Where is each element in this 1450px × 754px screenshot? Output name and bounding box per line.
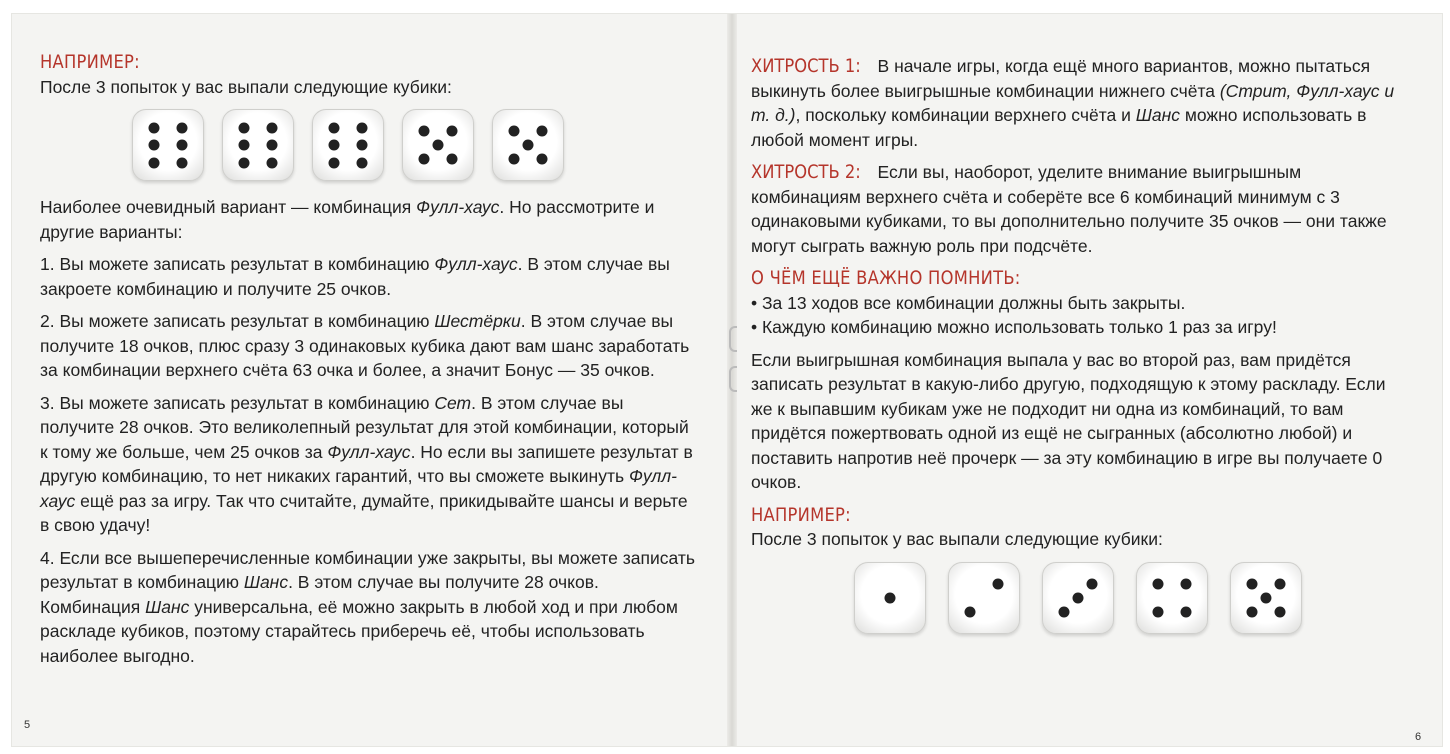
list-item: • За 13 ходов все комбинации должны быть закрыты. (751, 292, 1186, 313)
die-pip (1261, 592, 1272, 603)
die-pip (1181, 606, 1192, 617)
die-pip (329, 122, 340, 133)
remember-heading: О ЧЁМ ЕЩЁ ВАЖНО ПОМНИТЬ: (751, 267, 1021, 289)
dice-row (132, 109, 700, 181)
die-pip (267, 140, 278, 151)
staple (729, 366, 737, 392)
die-pip (419, 126, 430, 137)
option-1: 1. Вы можете записать результат в комбинацию Фулл-хаус. В этом случае вы закроете комбинацию и получите 25 очков. (40, 254, 670, 299)
die-pip (357, 157, 368, 168)
die-pip (177, 140, 188, 151)
example-intro: После 3 попыток у вас выпали следующие кубики: (40, 76, 452, 97)
die-pip (537, 154, 548, 165)
die-pip (177, 122, 188, 133)
die-pip (1181, 578, 1192, 589)
die-pip (993, 578, 1004, 589)
staple (729, 326, 737, 352)
die-pip (447, 154, 458, 165)
paragraph-intro: Наиболее очевидный вариант — комбинация Фулл-хаус. Но рассмотрите и другие варианты: (40, 197, 655, 242)
hint-2-label: ХИТРОСТЬ 2: (751, 161, 861, 183)
die-pip (149, 157, 160, 168)
die-pip (329, 140, 340, 151)
example-heading: НАПРИМЕР: (751, 503, 851, 526)
die-pip (329, 157, 340, 168)
die-pip (1087, 578, 1098, 589)
die-5 (1230, 562, 1302, 634)
die-6 (132, 109, 204, 181)
die-pip (1153, 578, 1164, 589)
die-pip (267, 122, 278, 133)
hint-2: ХИТРОСТЬ 2: Если вы, наоборот, уделите внимание выигрышным комбинациям верхнего счёта и соберёте все 6 комбинаций минимум с 3 одинаковыми кубиками, то вы дополнительно получите 35 очков — они также могут сыграть важную роль при подсчёте. (751, 161, 1387, 256)
die-2 (948, 562, 1020, 634)
die-3 (1042, 562, 1114, 634)
die-pip (239, 157, 250, 168)
die-pip (537, 126, 548, 137)
example-heading: НАПРИМЕР: (40, 51, 140, 73)
die-pip (447, 126, 458, 137)
repeat-paragraph: Если выигрышная комбинация выпала у вас во второй раз, вам придётся записать результат в какую-либо другую, подходящую к этому раскладу. Если же к выпавшим кубикам уже не подходит ни одна из комбинаций, то вам придётся пожертвовать одной из ещё не сыгранных (абсолютно любой) и поставить напротив неё прочерк — за эту комбинацию в игре вы получаете 0 очков. (751, 349, 1386, 492)
die-pip (357, 122, 368, 133)
die-5 (402, 109, 474, 181)
right-page (751, 54, 1411, 634)
die-6 (222, 109, 294, 181)
die-pip (1247, 606, 1258, 617)
dice-row (854, 562, 1411, 634)
die-pip (177, 157, 188, 168)
die-pip (1275, 578, 1286, 589)
left-page (40, 50, 700, 676)
die-pip (267, 157, 278, 168)
die-pip (885, 592, 896, 603)
die-pip (1059, 606, 1070, 617)
hint-1-label: ХИТРОСТЬ 1: (751, 55, 861, 77)
example-intro: После 3 попыток у вас выпали следующие кубики: (751, 529, 1163, 549)
die-pip (1247, 578, 1258, 589)
die-pip (433, 140, 444, 151)
die-4 (1136, 562, 1208, 634)
page-number: 5 (24, 719, 31, 731)
die-pip (509, 154, 520, 165)
option-2: 2. Вы можете записать результат в комбинацию Шестёрки. В этом случае вы получите 18 очков, плюс сразу 3 одинаковых кубика дают вам шанс заработать за комбинации верхнего счёта 63 очка и более, а значит Бонус — 35 очков. (40, 311, 690, 380)
die-pip (357, 140, 368, 151)
option-3: 3. Вы можете записать результат в комбинацию Сет. В этом случае вы получите 28 очков. Это великолепный результат для этой комбинации, который к тому же больше, чем 25 очков за Фулл-хаус. Но если вы запишете результат в другую комбинацию, то нет никаких гарантий, что вы сможете выкинуть Фулл-хаус ещё раз за игру. Так что считайте, думайте, прикидывайте шансы и верьте в свою удачу! (40, 392, 693, 535)
page-number: 6 (1415, 731, 1422, 743)
die-pip (149, 140, 160, 151)
die-pip (965, 606, 976, 617)
die-pip (1153, 606, 1164, 617)
hint-1: ХИТРОСТЬ 1: В начале игры, когда ещё много вариантов, можно пытаться выкинуть более выигрышные комбинации нижнего счёта (Стрит, Фулл-хаус и т. д.), поскольку комбинации верхнего счёта и Шанс можно использовать в любой момент игры. (751, 55, 1395, 150)
die-1 (854, 562, 926, 634)
die-5 (492, 109, 564, 181)
remember-list (751, 291, 1411, 340)
option-4: 4. Если все вышеперечисленные комбинации уже закрыты, вы можете записать результат в комбинацию Шанс. В этом случае вы получите 28 очков. Комбинация Шанс универсальна, её можно закрыть в любой ход и при любом раскладе кубиков, поэтому старайтесь приберечь её, чтобы использовать наиболее выгодно. (40, 547, 695, 666)
die-pip (239, 122, 250, 133)
list-item: • Каждую комбинацию можно использовать только 1 раз за игру! (751, 317, 1277, 337)
die-6 (312, 109, 384, 181)
die-pip (523, 140, 534, 151)
die-pip (1073, 592, 1084, 603)
die-pip (149, 122, 160, 133)
die-pip (239, 140, 250, 151)
die-pip (1275, 606, 1286, 617)
die-pip (419, 154, 430, 165)
die-pip (509, 126, 520, 137)
